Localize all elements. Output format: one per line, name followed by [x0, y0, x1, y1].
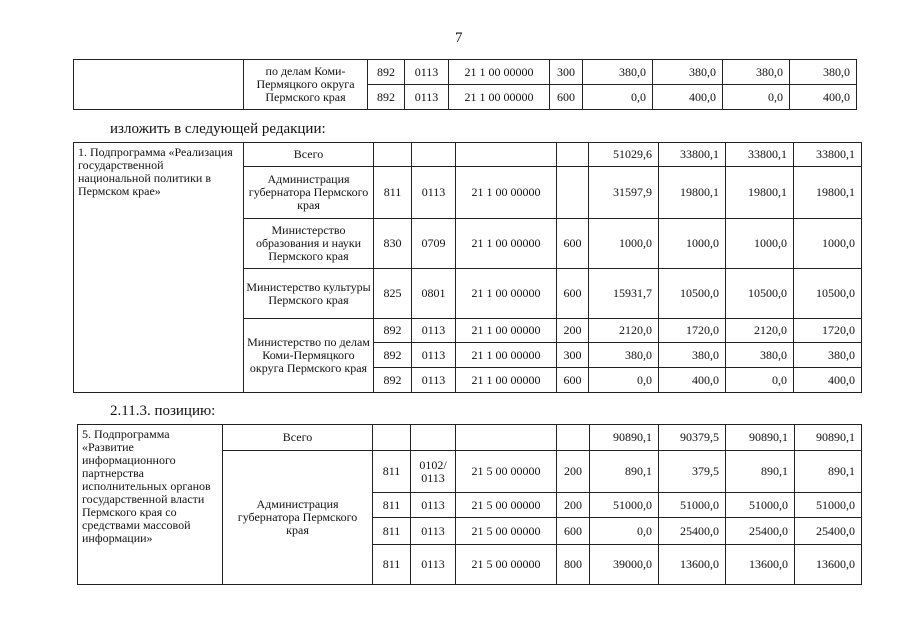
vr-cell: 600 [557, 219, 589, 269]
value-cell: 400,0 [653, 85, 723, 110]
grbs-cell: 811 [373, 545, 411, 585]
value-cell: 0,0 [583, 85, 653, 110]
rz-cell: 0113 [411, 545, 456, 585]
vr-cell: 600 [557, 518, 590, 545]
total-value: 51029,6 [589, 143, 659, 167]
value-cell: 10500,0 [726, 269, 794, 319]
value-cell: 10500,0 [659, 269, 726, 319]
vr-cell: 600 [557, 368, 589, 393]
program-name: 5. Подпрограмма «Развитие информационного партнерства исполнительных органов государственной власти Пермского края со средствами массовой информации» [78, 425, 223, 585]
value-cell: 51000,0 [726, 493, 795, 518]
csr-cell: 21 5 00 00000 [456, 545, 557, 585]
grbs-cell: 811 [373, 493, 411, 518]
csr-cell: 21 5 00 00000 [456, 518, 557, 545]
vr-cell: 300 [550, 60, 583, 85]
csr-cell: 21 1 00 00000 [456, 269, 557, 319]
value-cell: 25400,0 [795, 518, 862, 545]
value-cell: 380,0 [659, 343, 726, 368]
rz-cell: 0113 [405, 60, 449, 85]
value-cell: 890,1 [726, 451, 795, 493]
value-cell: 380,0 [583, 60, 653, 85]
page-number: 7 [455, 30, 463, 46]
csr-cell: 21 1 00 00000 [456, 167, 557, 219]
grbs-cell: 892 [374, 368, 412, 393]
value-cell: 0,0 [590, 518, 659, 545]
value-cell: 13600,0 [659, 545, 726, 585]
value-cell: 380,0 [723, 60, 790, 85]
value-cell: 380,0 [726, 343, 794, 368]
value-cell: 890,1 [590, 451, 659, 493]
value-cell: 400,0 [794, 368, 862, 393]
vr-cell: 800 [557, 545, 590, 585]
total-value: 90890,1 [590, 425, 659, 451]
csr-cell: 21 1 00 00000 [456, 319, 557, 343]
value-cell: 1000,0 [659, 219, 726, 269]
value-cell: 380,0 [589, 343, 659, 368]
grbs-cell: 811 [373, 518, 411, 545]
value-cell: 380,0 [794, 343, 862, 368]
total-value: 90379,5 [659, 425, 726, 451]
program-name: 1. Подпрограмма «Реализация государственной национальной политики в Пермском крае» [74, 143, 244, 393]
grbs-cell: 892 [368, 60, 405, 85]
grbs-cell: 892 [374, 343, 412, 368]
rz-cell: 0113 [412, 167, 456, 219]
total-label: Всего [223, 425, 373, 451]
vr-cell: 600 [557, 269, 589, 319]
rz-cell: 0113 [411, 493, 456, 518]
ministry-cell: Министерство культуры Пермского края [244, 269, 374, 319]
vr-cell: 200 [557, 319, 589, 343]
value-cell: 2120,0 [726, 319, 794, 343]
rz-cell: 0113 [412, 319, 456, 343]
total-value: 90890,1 [795, 425, 862, 451]
rz-cell: 0113 [412, 368, 456, 393]
table-subprogram-1 [73, 142, 862, 393]
table-subprogram-5 [77, 424, 862, 585]
value-cell: 1000,0 [726, 219, 794, 269]
rz-cell: 0801 [412, 269, 456, 319]
value-cell: 19800,1 [726, 167, 794, 219]
value-cell: 400,0 [659, 368, 726, 393]
vr-cell: 200 [557, 451, 590, 493]
ministry-cell: Администрация губернатора Пермского края [223, 451, 373, 585]
total-label: Всего [244, 143, 374, 167]
vr-cell: 600 [550, 85, 583, 110]
value-cell: 379,5 [659, 451, 726, 493]
value-cell: 1720,0 [659, 319, 726, 343]
total-value: 33800,1 [659, 143, 726, 167]
program-cell [74, 60, 244, 110]
value-cell: 380,0 [790, 60, 857, 85]
value-cell: 1000,0 [589, 219, 659, 269]
rz-cell: 0113 [412, 343, 456, 368]
value-cell: 19800,1 [794, 167, 862, 219]
grbs-cell: 811 [374, 167, 412, 219]
value-cell: 39000,0 [590, 545, 659, 585]
value-cell: 1000,0 [794, 219, 862, 269]
total-value: 33800,1 [794, 143, 862, 167]
value-cell: 25400,0 [659, 518, 726, 545]
value-cell: 25400,0 [726, 518, 795, 545]
vr-cell [557, 167, 589, 219]
value-cell: 0,0 [726, 368, 794, 393]
instruction-heading: изложить в следующей редакции: [110, 121, 326, 137]
value-cell: 400,0 [790, 85, 857, 110]
csr-cell: 21 1 00 00000 [449, 85, 550, 110]
csr-cell: 21 5 00 00000 [456, 451, 557, 493]
value-cell: 2120,0 [589, 319, 659, 343]
vr-cell: 200 [557, 493, 590, 518]
ministry-cell: по делам Коми-Пермяцкого округа Пермского края [244, 60, 368, 110]
total-value: 33800,1 [726, 143, 794, 167]
value-cell: 380,0 [653, 60, 723, 85]
value-cell: 890,1 [795, 451, 862, 493]
table-fragment-komi [73, 59, 857, 110]
csr-cell: 21 1 00 00000 [456, 368, 557, 393]
rz-cell: 0113 [405, 85, 449, 110]
rz-cell: 0113 [411, 518, 456, 545]
value-cell: 51000,0 [590, 493, 659, 518]
value-cell: 31597,9 [589, 167, 659, 219]
value-cell: 0,0 [723, 85, 790, 110]
value-cell: 51000,0 [795, 493, 862, 518]
total-value: 90890,1 [726, 425, 795, 451]
value-cell: 0,0 [589, 368, 659, 393]
grbs-cell: 892 [374, 319, 412, 343]
grbs-cell: 892 [368, 85, 405, 110]
value-cell: 15931,7 [589, 269, 659, 319]
grbs-cell: 811 [373, 451, 411, 493]
ministry-cell: Министерство образования и науки Пермского края [244, 219, 374, 269]
value-cell: 10500,0 [794, 269, 862, 319]
value-cell: 1720,0 [794, 319, 862, 343]
rz-cell: 0102/ 0113 [411, 451, 456, 493]
ministry-cell: Министерство по делам Коми-Пермяцкого округа Пермского края [244, 319, 374, 393]
value-cell: 13600,0 [795, 545, 862, 585]
grbs-cell: 825 [374, 269, 412, 319]
value-cell: 13600,0 [726, 545, 795, 585]
ministry-cell: Администрация губернатора Пермского края [244, 167, 374, 219]
csr-cell: 21 1 00 00000 [449, 60, 550, 85]
csr-cell: 21 5 00 00000 [456, 493, 557, 518]
grbs-cell: 830 [374, 219, 412, 269]
value-cell: 19800,1 [659, 167, 726, 219]
value-cell: 51000,0 [659, 493, 726, 518]
csr-cell: 21 1 00 00000 [456, 219, 557, 269]
rz-cell: 0709 [412, 219, 456, 269]
csr-cell: 21 1 00 00000 [456, 343, 557, 368]
instruction-heading: 2.11.3. позицию: [110, 403, 216, 419]
vr-cell: 300 [557, 343, 589, 368]
